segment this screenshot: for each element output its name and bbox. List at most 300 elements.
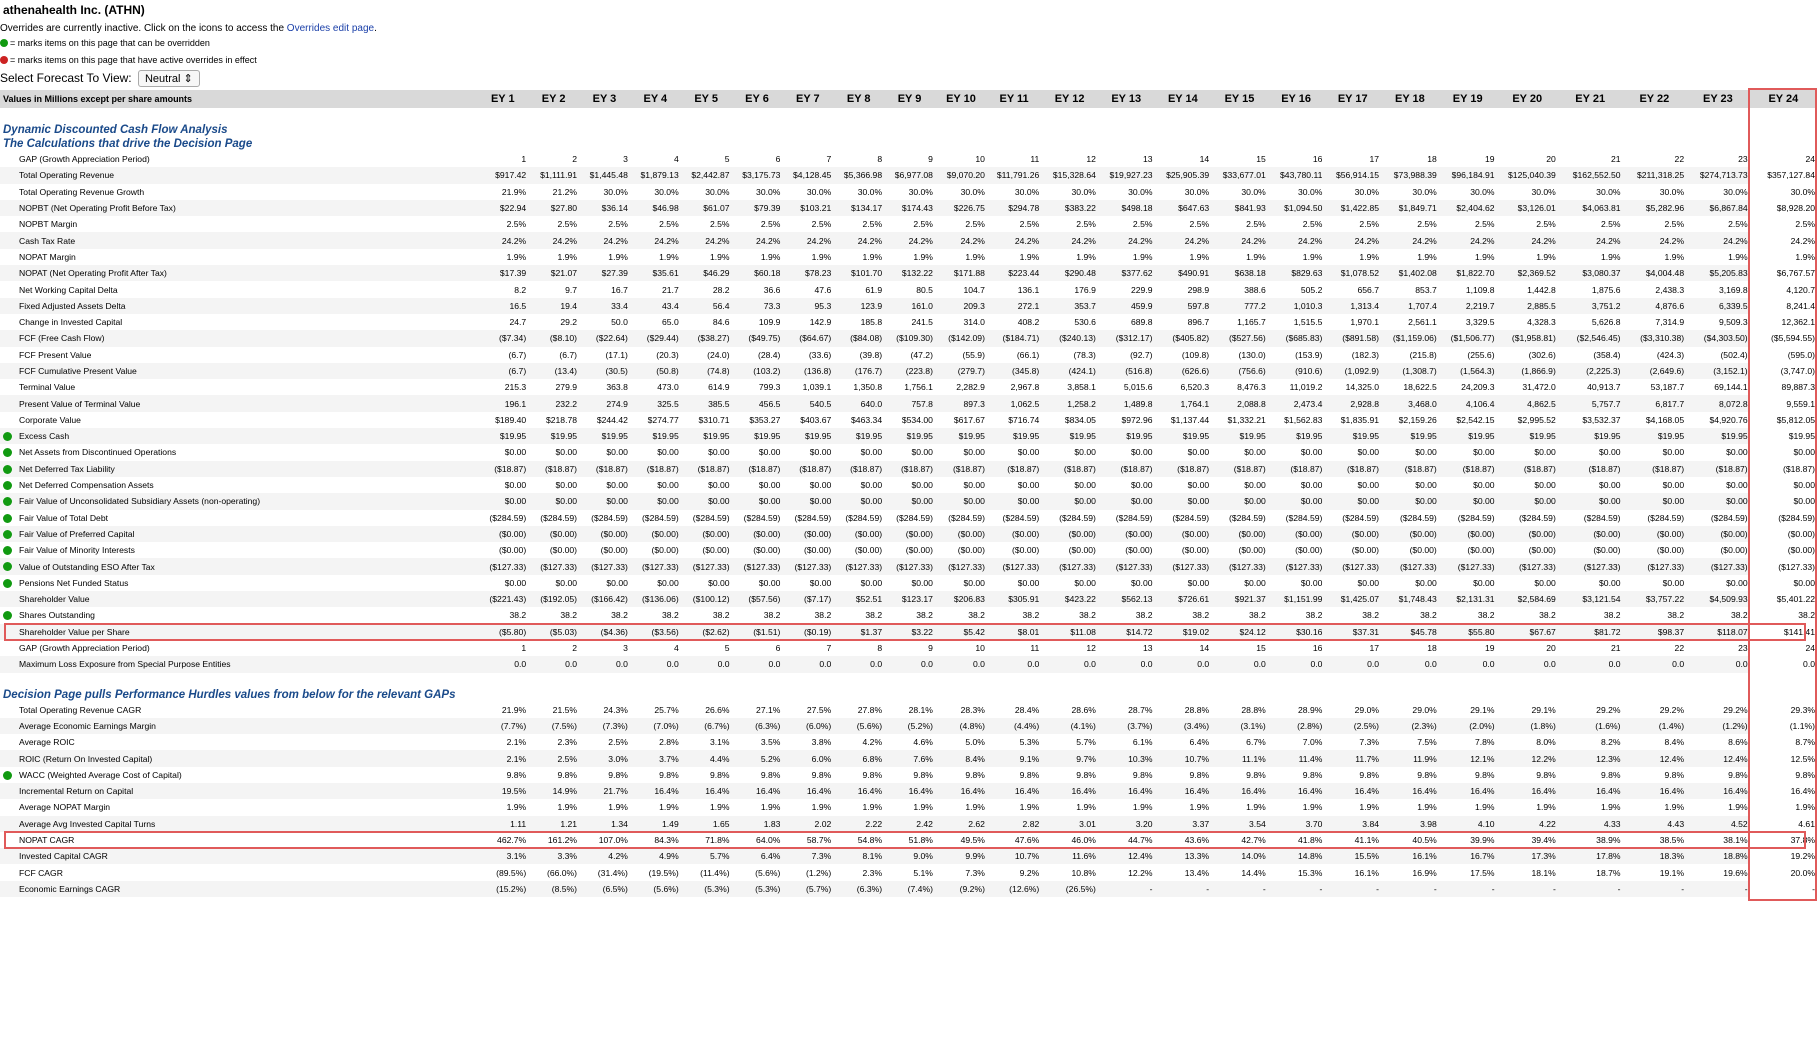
table-cell: 4,876.6 <box>1623 298 1687 314</box>
table-cell: $19.95 <box>732 428 783 444</box>
table-cell: 30.0% <box>654 186 679 197</box>
table-cell: $19.95 <box>987 428 1041 444</box>
table-cell: 9 <box>928 154 933 165</box>
table-cell: $0.00 <box>504 480 527 491</box>
table-cell: 69,144.1 <box>1714 382 1748 393</box>
table-cell: (15.2%) <box>477 881 528 897</box>
table-cell: 4.6% <box>913 737 933 748</box>
row-label-text: Total Operating Revenue <box>19 170 115 181</box>
table-row <box>0 477 1817 493</box>
table-cell: ($127.33) <box>1558 558 1623 574</box>
table-cell: 2.5% <box>608 737 628 748</box>
table-cell: 24.2% <box>681 232 732 248</box>
override-dot-icon[interactable] <box>3 530 12 539</box>
table-cell: $0.00 <box>1686 493 1750 509</box>
table-cell: (1,092.9) <box>1324 363 1381 379</box>
table-cell: 50.0 <box>611 317 628 328</box>
table-cell: 14 <box>1199 643 1210 654</box>
table-cell: 38.2 <box>1249 610 1266 621</box>
table-cell: 24.2% <box>935 232 987 248</box>
table-cell: $19.95 <box>1324 428 1381 444</box>
table-cell: 272.1 <box>987 298 1041 314</box>
table-cell: $498.18 <box>1098 200 1155 216</box>
table-cell: ($284.59) <box>743 512 781 523</box>
table-cell: (55.9) <box>962 349 985 360</box>
table-cell: $726.61 <box>1155 591 1212 607</box>
table-cell: $0.00 <box>1662 480 1685 491</box>
table-cell: 3,751.2 <box>1558 298 1623 314</box>
table-cell: ($0.00) <box>1125 545 1153 556</box>
table-row <box>0 558 1817 574</box>
table-cell: ($18.87) <box>528 461 579 477</box>
table-cell: $46.98 <box>630 200 681 216</box>
table-row <box>0 718 1817 734</box>
table-cell: (7.0%) <box>630 718 681 734</box>
table-cell: (7.7%) <box>477 718 528 734</box>
table-cell: ($284.59) <box>1400 512 1437 523</box>
table-cell: 2.5% <box>1417 219 1437 230</box>
table-cell: 0.0 <box>1211 656 1268 672</box>
table-cell: 38.2 <box>1079 610 1096 621</box>
override-dot-icon[interactable] <box>3 481 12 490</box>
table-cell: (215.8) <box>1409 349 1437 360</box>
override-dot-icon[interactable] <box>3 514 12 523</box>
table-cell: (3.4%) <box>1155 718 1212 734</box>
table-cell: $0.00 <box>1726 577 1748 588</box>
table-cell: $0.00 <box>477 493 528 509</box>
table-cell: 19.4 <box>528 298 579 314</box>
table-cell: $0.00 <box>1098 493 1155 509</box>
table-cell: (92.7) <box>1130 349 1153 360</box>
table-cell: ($8.10) <box>528 330 579 346</box>
table-cell: 530.6 <box>1074 317 1096 328</box>
table-cell: 1.9% <box>811 802 832 813</box>
table-cell: 24.2% <box>1686 232 1750 248</box>
table-cell: - <box>1558 881 1623 897</box>
table-cell: 1,707.4 <box>1381 298 1439 314</box>
table-cell: (223.8) <box>884 363 935 379</box>
table-cell: $19.95 <box>1497 428 1558 444</box>
table-cell: (6.7) <box>559 349 578 360</box>
table-cell: $0.00 <box>528 493 579 509</box>
table-cell: 30.0% <box>1184 186 1210 197</box>
table-cell: $0.00 <box>1534 577 1556 588</box>
legend-active-text: = marks items on this page that have active overrides in effect <box>10 55 257 65</box>
table-cell: $6,767.57 <box>1750 265 1817 281</box>
table-row <box>0 412 1817 428</box>
table-cell: 21.9% <box>501 704 527 715</box>
table-cell: $6,977.08 <box>884 167 935 183</box>
table-cell: $19.95 <box>579 428 630 444</box>
table-cell: 279.9 <box>555 382 578 393</box>
table-cell: (5.6%) <box>630 881 681 897</box>
table-cell: 24 <box>1750 640 1817 656</box>
table-cell: $56,914.15 <box>1324 167 1381 183</box>
table-cell: ($0.00) <box>1012 545 1040 556</box>
table-cell: 241.5 <box>911 317 933 328</box>
table-cell: 39.4% <box>1531 835 1556 846</box>
table-cell: 5 <box>724 643 730 654</box>
table-cell: (30.5) <box>579 363 630 379</box>
table-cell: 40.5% <box>1412 835 1437 846</box>
table-cell: ($127.33) <box>987 558 1041 574</box>
table-cell: $0.00 <box>504 447 527 458</box>
override-dot-icon[interactable] <box>3 497 12 506</box>
table-cell: $0.00 <box>963 480 985 491</box>
table-cell: $0.00 <box>884 493 935 509</box>
table-cell: 30.0% <box>1014 186 1040 197</box>
table-cell: 2,219.7 <box>1439 298 1497 314</box>
row-label <box>0 395 477 411</box>
table-cell: $5.42 <box>935 624 987 640</box>
table-cell: (595.0) <box>1750 347 1817 363</box>
table-cell: $534.00 <box>901 414 933 425</box>
table-row <box>0 848 1817 864</box>
table-cell: (2.3%) <box>1381 718 1439 734</box>
table-row <box>0 607 1817 623</box>
overrides-edit-link[interactable]: Overrides edit page <box>286 23 375 34</box>
year-header: EY 7 <box>782 90 833 108</box>
table-cell: ($127.33) <box>1098 558 1155 574</box>
table-cell: 14.0% <box>1211 848 1268 864</box>
table-cell: 0.0 <box>528 656 579 672</box>
table-cell: 24.2% <box>782 232 833 248</box>
table-cell: 38.2 <box>814 610 832 621</box>
table-cell: 30.0% <box>705 186 730 197</box>
table-row <box>0 314 1817 330</box>
table-cell: 24.2% <box>987 232 1041 248</box>
table-cell: ($0.00) <box>1593 545 1621 556</box>
table-cell: ($1,159.06) <box>1381 330 1439 346</box>
table-cell: ($284.59) <box>1583 512 1621 523</box>
table-cell: 25.7% <box>654 704 679 715</box>
table-cell: 505.2 <box>1300 284 1323 295</box>
table-cell: 2,438.3 <box>1655 284 1685 295</box>
table-cell: $0.00 <box>1244 480 1266 491</box>
table-cell: 2.5% <box>528 750 579 766</box>
table-cell: ($18.87) <box>1381 461 1439 477</box>
table-cell: 15.3% <box>1298 867 1323 878</box>
table-cell: $132.22 <box>884 265 935 281</box>
table-cell: 16.7 <box>611 284 628 295</box>
table-cell: 38.9% <box>1596 835 1621 846</box>
table-cell: $562.13 <box>1098 591 1155 607</box>
table-cell: 24.7 <box>509 317 527 328</box>
table-cell: $4,920.76 <box>1709 414 1748 425</box>
table-cell: $2,404.62 <box>1439 200 1497 216</box>
row-label <box>0 461 477 477</box>
table-cell: $0.00 <box>555 577 578 588</box>
table-cell: 38.2 <box>763 610 781 621</box>
table-cell: (2.0%) <box>1439 718 1497 734</box>
table-cell: 2.5% <box>1728 219 1748 230</box>
table-row <box>0 428 1817 444</box>
table-cell: 799.3 <box>758 382 781 393</box>
table-cell: ($0.00) <box>987 526 1041 542</box>
table-cell: (31.4%) <box>597 867 628 878</box>
table-cell: $0.00 <box>1268 493 1325 509</box>
table-cell: ($0.00) <box>579 526 630 542</box>
table-cell: 24.2% <box>630 232 681 248</box>
table-cell: (1,308.7) <box>1381 363 1439 379</box>
table-cell: 7.5% <box>1417 737 1437 748</box>
table-cell: (6.5%) <box>579 881 630 897</box>
override-dot-icon[interactable] <box>3 579 12 588</box>
table-cell: 1,756.1 <box>904 382 933 393</box>
table-cell: $19.95 <box>782 428 833 444</box>
table-cell: 9.8% <box>1189 769 1210 780</box>
table-cell: 2.5% <box>1019 219 1040 230</box>
row-label <box>0 591 477 607</box>
table-cell: 3.84 <box>1324 816 1381 832</box>
table-cell: 16.4% <box>1155 783 1212 799</box>
table-cell: $118.07 <box>1686 624 1750 640</box>
table-cell: 5.7% <box>1076 737 1096 748</box>
table-row <box>0 232 1817 248</box>
table-row <box>0 363 1817 379</box>
table-cell: (3.1%) <box>1211 718 1268 734</box>
table-cell: (424.1) <box>1041 363 1098 379</box>
table-cell: 2.5% <box>1536 219 1556 230</box>
table-cell: $0.00 <box>606 480 628 491</box>
table-cell: ($18.87) <box>681 461 732 477</box>
section-subtitle-dcf <box>0 137 1817 151</box>
table-cell: ($0.00) <box>1068 545 1096 556</box>
table-cell: 6,520.3 <box>1180 382 1210 393</box>
table-cell: ($284.59) <box>948 512 985 523</box>
table-cell: $0.00 <box>1244 577 1266 588</box>
table-cell: $81.72 <box>1558 624 1623 640</box>
table-cell: 656.7 <box>1357 284 1380 295</box>
table-cell: 47.6% <box>1014 835 1040 846</box>
table-cell: 1.9% <box>1132 251 1153 262</box>
table-row <box>0 624 1817 640</box>
table-cell: (7.3%) <box>579 718 630 734</box>
year-header: EY 22 <box>1623 90 1687 108</box>
table-row <box>0 298 1817 314</box>
table-cell: $0.00 <box>1187 447 1210 458</box>
table-cell: ($29.44) <box>630 330 681 346</box>
table-cell: 24.2% <box>1211 232 1268 248</box>
table-cell: 388.6 <box>1244 284 1266 295</box>
table-cell: $3.22 <box>884 624 935 640</box>
table-cell: 16.4% <box>1041 783 1098 799</box>
table-cell: 1,489.8 <box>1098 395 1155 411</box>
table-cell: 12.2% <box>1497 750 1558 766</box>
table-cell: 64.0% <box>756 835 781 846</box>
table-row <box>0 347 1817 363</box>
table-cell: $0.00 <box>1662 577 1685 588</box>
table-cell: (103.2) <box>732 363 783 379</box>
table-cell: $0.00 <box>1187 480 1210 491</box>
override-dot-icon[interactable] <box>3 546 12 555</box>
table-cell: 1.9% <box>1750 249 1817 265</box>
override-dot-icon[interactable] <box>3 771 12 780</box>
table-cell: 3,329.5 <box>1465 317 1495 328</box>
table-cell: 232.2 <box>528 395 579 411</box>
legend-active <box>0 55 257 65</box>
override-dot-icon[interactable] <box>3 611 12 620</box>
table-cell: 757.8 <box>884 395 935 411</box>
table-cell: 8.6% <box>1728 737 1748 748</box>
row-label-text: Excess Cash <box>19 431 70 442</box>
table-cell: 1.21 <box>528 816 579 832</box>
table-cell: ($0.00) <box>528 526 579 542</box>
table-cell: (1.2%) <box>805 867 832 878</box>
table-cell: $0.00 <box>1662 447 1685 458</box>
table-cell: $0.00 <box>708 447 730 458</box>
table-cell: $0.00 <box>1324 493 1381 509</box>
table-cell: 14,325.0 <box>1345 382 1380 393</box>
table-cell: 29.2% <box>1723 704 1748 715</box>
table-cell: $0.00 <box>708 577 730 588</box>
table-cell: 16.4% <box>732 783 783 799</box>
table-cell: 5.0% <box>965 737 985 748</box>
table-cell: ($18.87) <box>833 461 884 477</box>
section-title-hurdles-text: Decision Page pulls Performance Hurdles values from below for the relevant GAPs <box>3 688 456 701</box>
table-cell: $0.00 <box>1599 577 1621 588</box>
row-label <box>0 640 477 656</box>
table-cell: 3.5% <box>760 737 781 748</box>
table-cell: 4 <box>673 643 679 654</box>
table-cell: ($2,546.45) <box>1558 330 1623 346</box>
table-cell: ($18.87) <box>987 461 1041 477</box>
table-cell: 4.61 <box>1750 816 1817 832</box>
table-cell: $0.00 <box>1415 480 1437 491</box>
override-dot-icon[interactable] <box>3 432 12 441</box>
row-label-text: Maximum Loss Exposure from Special Purpose Entities <box>19 659 231 670</box>
year-header: EY 5 <box>681 90 732 108</box>
table-cell: ($18.87) <box>1497 461 1558 477</box>
table-cell: ($127.33) <box>630 558 681 574</box>
table-cell: 1.83 <box>732 816 783 832</box>
table-cell: 176.9 <box>1074 284 1096 295</box>
override-dot-icon[interactable] <box>3 562 12 571</box>
row-label-text: Total Operating Revenue CAGR <box>19 704 142 715</box>
table-cell: $0.00 <box>782 493 833 509</box>
table-cell: $33,677.01 <box>1211 167 1268 183</box>
table-cell: $0.00 <box>1074 447 1096 458</box>
table-cell: $218.78 <box>545 414 578 425</box>
table-cell: $1,111.91 <box>528 167 579 183</box>
table-cell: 65.0 <box>662 317 679 328</box>
table-cell: ($221.43) <box>477 591 528 607</box>
table-cell: 21.9% <box>501 186 527 197</box>
table-cell: ($284.59) <box>489 512 527 523</box>
override-dot-icon[interactable] <box>3 448 12 457</box>
table-cell: $2,542.15 <box>1456 414 1495 425</box>
table-row <box>0 783 1817 799</box>
row-label <box>0 167 477 183</box>
table-cell: 84.6 <box>712 317 730 328</box>
table-cell: $4,168.05 <box>1645 414 1685 425</box>
table-cell: (6.0%) <box>782 718 833 734</box>
table-cell: 30.0% <box>806 186 832 197</box>
table-cell: 9.7% <box>1041 750 1098 766</box>
table-cell: $0.00 <box>504 577 527 588</box>
table-cell: 27.5% <box>806 704 832 715</box>
table-cell: 0.0 <box>579 656 630 672</box>
override-dot-icon[interactable] <box>3 465 12 474</box>
table-cell: $5,812.05 <box>1750 412 1817 428</box>
table-cell: 16.4% <box>1439 783 1497 799</box>
table-cell: ($284.59) <box>1519 512 1556 523</box>
table-cell: 229.9 <box>1131 284 1153 295</box>
table-cell: $21.07 <box>528 265 579 281</box>
table-cell: 1.9% <box>760 251 781 262</box>
year-header: EY 8 <box>833 90 884 108</box>
table-cell: 0.0 <box>1268 656 1325 672</box>
table-cell: ($18.87) <box>1155 461 1212 477</box>
table-cell: $0.00 <box>1131 577 1153 588</box>
table-cell: 9.9% <box>935 848 987 864</box>
row-label-text: NOPBT (Net Operating Profit Before Tax) <box>19 203 176 214</box>
table-cell: 9,509.3 <box>1718 317 1748 328</box>
table-cell: $19.95 <box>1686 428 1750 444</box>
table-row <box>0 281 1817 297</box>
year-header: EY 16 <box>1268 90 1325 108</box>
table-cell: 12.4% <box>1686 750 1750 766</box>
table-cell: ($127.33) <box>681 558 732 574</box>
table-cell: $274,713.73 <box>1686 167 1750 183</box>
table-cell: 21.2% <box>552 186 578 197</box>
table-cell: 38.1% <box>1723 835 1748 846</box>
row-label <box>0 783 477 799</box>
table-cell: 9.8% <box>709 769 730 780</box>
table-cell: (78.3) <box>1073 349 1096 360</box>
row-label-text: Present Value of Terminal Value <box>19 398 141 409</box>
table-cell: 11.1% <box>1211 750 1268 766</box>
table-cell: ($284.59) <box>1172 512 1210 523</box>
table-cell: $1,425.07 <box>1324 591 1381 607</box>
table-row <box>0 526 1817 542</box>
forecast-select[interactable] <box>138 70 200 87</box>
table-cell: $103.21 <box>782 200 833 216</box>
table-cell: 1.34 <box>579 816 630 832</box>
table-cell: 24.2% <box>1324 232 1381 248</box>
table-cell: $647.63 <box>1155 200 1212 216</box>
legend-overridable <box>0 38 210 48</box>
table-cell: ($284.59) <box>591 512 628 523</box>
table-cell: ($127.33) <box>833 558 884 574</box>
table-cell: 21.7 <box>662 284 679 295</box>
table-cell: 12.5% <box>1750 750 1817 766</box>
table-cell: 38.5% <box>1659 835 1685 846</box>
table-cell: $290.48 <box>1041 265 1098 281</box>
table-cell: 18 <box>1427 643 1437 654</box>
table-cell: 9.8% <box>1132 769 1153 780</box>
table-cell: 9.8% <box>1019 769 1040 780</box>
table-cell: $19.95 <box>935 428 987 444</box>
table-cell: $294.78 <box>987 200 1041 216</box>
table-row <box>0 799 1817 815</box>
table-cell: $0.00 <box>1211 493 1268 509</box>
table-cell: $0.00 <box>1750 493 1817 509</box>
table-cell: 6 <box>775 154 781 165</box>
table-cell: ($284.59) <box>692 512 730 523</box>
table-cell: ($0.00) <box>600 545 628 556</box>
table-cell: $0.00 <box>1750 444 1817 460</box>
table-cell: $0.00 <box>1599 480 1621 491</box>
overrides-tail: . <box>374 23 377 34</box>
year-header: EY 17 <box>1324 90 1381 108</box>
table-cell: 1.9% <box>1474 802 1495 813</box>
row-label-text: WACC (Weighted Average Cost of Capital) <box>19 769 182 780</box>
table-cell: 24.2% <box>732 232 783 248</box>
table-cell: 2,473.4 <box>1268 395 1325 411</box>
table-cell: (1,866.9) <box>1497 363 1558 379</box>
table-cell: ($100.12) <box>681 591 732 607</box>
